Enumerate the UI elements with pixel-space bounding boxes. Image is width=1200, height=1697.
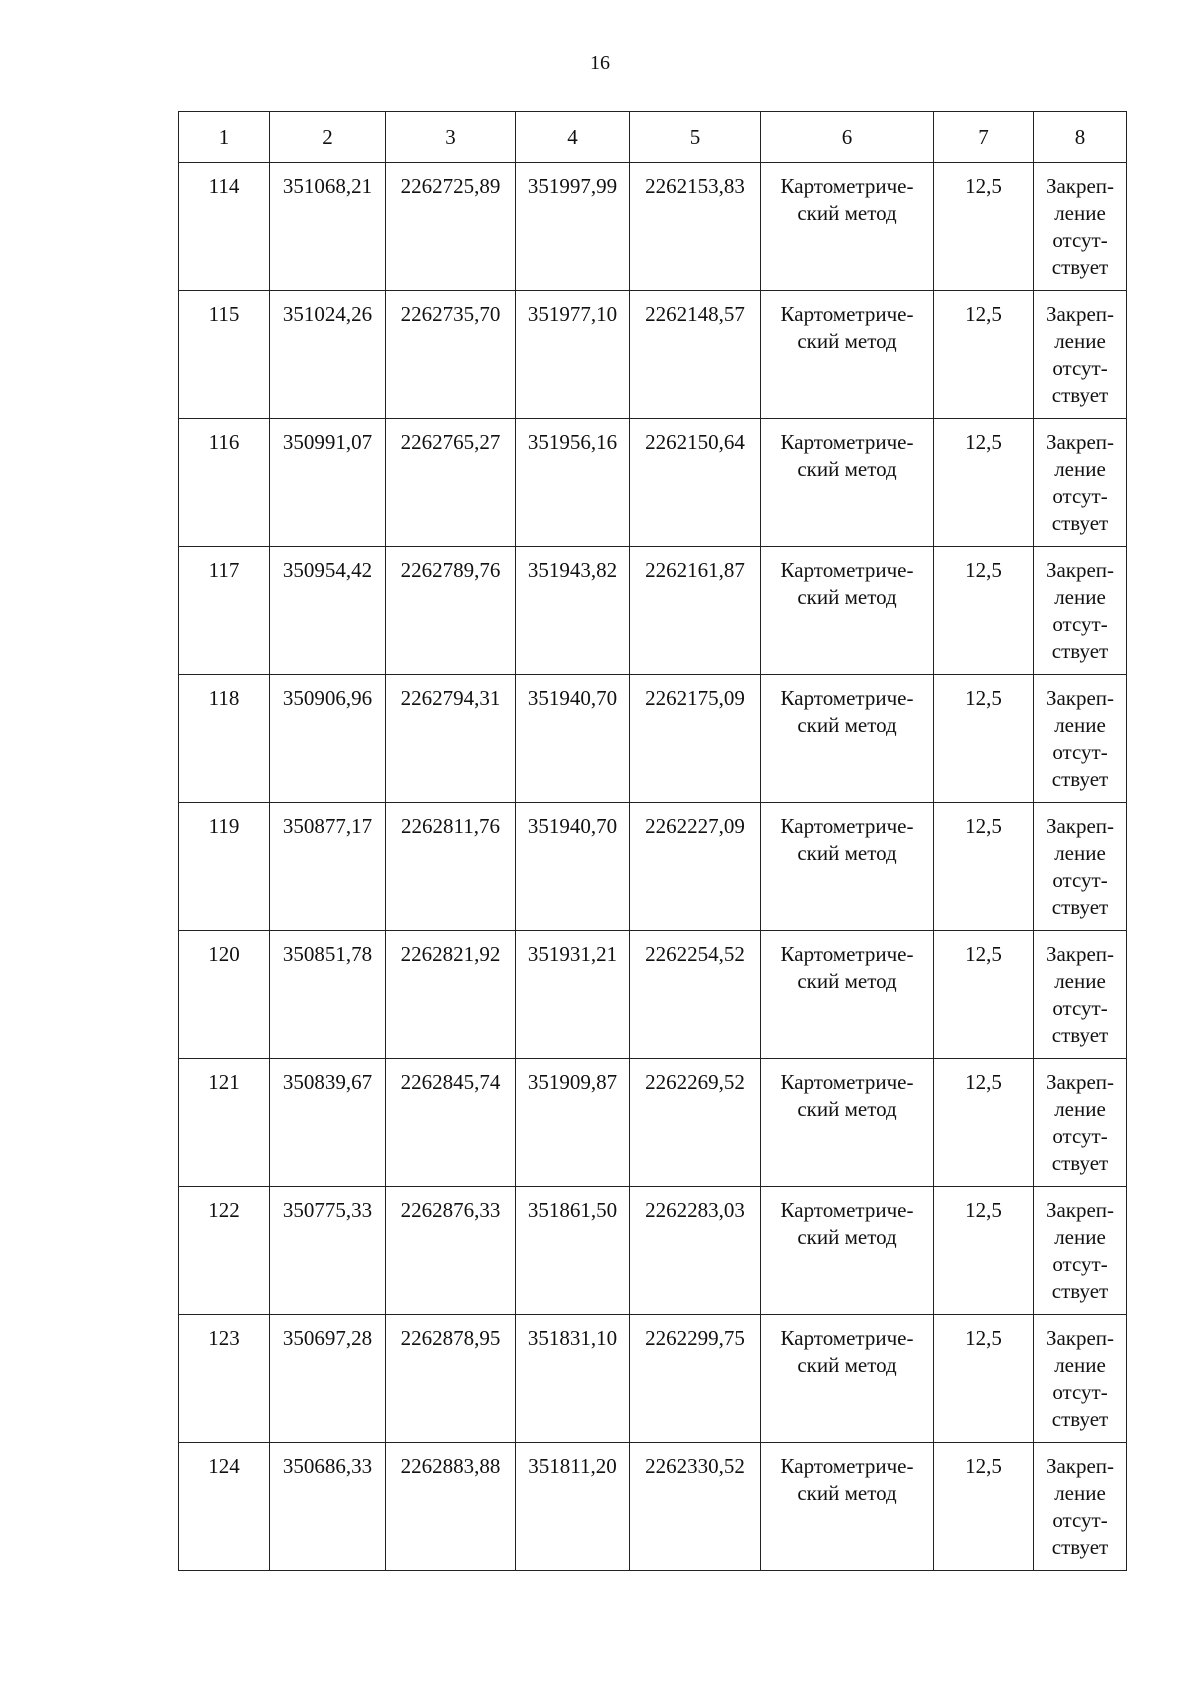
fixation-cell-text: ствует (1051, 1407, 1109, 1431)
fixation-cell-text: ление (1054, 1353, 1106, 1377)
fixation-cell-text: отсут- (1052, 612, 1108, 636)
fixation-cell-text: Закреп- (1045, 430, 1115, 454)
fixation-cell (1034, 1443, 1127, 1571)
method-cell-text: ский метод (797, 1097, 897, 1121)
fixation-cell-text: Закреп- (1045, 686, 1115, 710)
y-end-cell-text: 2262161,87 (645, 558, 745, 582)
y-start-cell-text: 2262821,92 (400, 942, 501, 966)
method-cell-text: ский метод (797, 713, 897, 737)
fixation-cell-text: ствует (1051, 1151, 1109, 1175)
point-number-cell-text: 124 (208, 1454, 240, 1478)
fixation-cell-text: отсут- (1052, 1124, 1108, 1148)
fixation-cell-text: ствует (1051, 1279, 1109, 1303)
method-cell-text: ский метод (797, 1481, 897, 1505)
column-header: 2 (270, 112, 386, 163)
x-start-cell-text: 351068,21 (282, 174, 373, 198)
fixation-cell (1034, 931, 1127, 1059)
point-number-cell-text: 121 (208, 1070, 240, 1094)
y-start-cell-text: 2262811,76 (401, 814, 500, 838)
y-start-cell (386, 1187, 516, 1315)
method-cell (761, 931, 934, 1059)
point-number-cell-text: 119 (208, 814, 240, 838)
table-row (179, 1315, 1127, 1443)
accuracy-cell (934, 1059, 1034, 1187)
x-end-cell (516, 419, 630, 547)
accuracy-cell-text: 12,5 (965, 430, 1002, 454)
method-cell-text: ский метод (797, 329, 897, 353)
x-end-cell (516, 1443, 630, 1571)
fixation-cell-text: отсут- (1052, 1508, 1108, 1532)
y-end-cell-text: 2262148,57 (645, 302, 745, 326)
fixation-cell-text: ление (1054, 841, 1106, 865)
accuracy-cell (934, 1187, 1034, 1315)
point-number-cell (179, 1059, 270, 1187)
method-cell (761, 803, 934, 931)
method-cell (761, 291, 934, 419)
x-start-cell-text: 350906,96 (282, 686, 373, 710)
column-header: 1 (179, 112, 270, 163)
x-start-cell-text: 350877,17 (282, 814, 373, 838)
fixation-cell-text: ствует (1051, 383, 1109, 407)
y-start-cell (386, 931, 516, 1059)
table-row (179, 291, 1127, 419)
point-number-cell-text: 115 (208, 302, 240, 326)
fixation-cell-text: ствует (1051, 1535, 1109, 1559)
y-start-cell-text: 2262735,70 (400, 302, 501, 326)
column-header: 8 (1034, 112, 1127, 163)
x-end-cell-text: 351861,50 (527, 1198, 618, 1222)
x-end-cell (516, 1059, 630, 1187)
method-cell (761, 1059, 934, 1187)
x-end-cell (516, 803, 630, 931)
point-number-cell (179, 419, 270, 547)
x-end-cell-text: 351931,21 (527, 942, 618, 966)
y-end-cell-text: 2262150,64 (645, 430, 745, 454)
table-row (179, 163, 1127, 291)
accuracy-cell (934, 547, 1034, 675)
method-cell-text: Картометриче- (780, 1070, 914, 1094)
fixation-cell-text: ствует (1051, 767, 1109, 791)
x-start-cell-text: 350851,78 (282, 942, 373, 966)
fixation-cell-text: Закреп- (1045, 174, 1115, 198)
table-row (179, 675, 1127, 803)
table-row (179, 931, 1127, 1059)
y-end-cell-text: 2262299,75 (645, 1326, 745, 1350)
point-number-cell (179, 163, 270, 291)
fixation-cell-text: ление (1054, 1481, 1106, 1505)
x-end-cell (516, 547, 630, 675)
method-cell-text: Картометриче- (780, 174, 914, 198)
y-start-cell (386, 803, 516, 931)
fixation-cell (1034, 547, 1127, 675)
x-start-cell-text: 350697,28 (282, 1326, 373, 1350)
y-start-cell (386, 675, 516, 803)
y-end-cell-text: 2262330,52 (645, 1454, 745, 1478)
point-number-cell-text: 123 (208, 1326, 240, 1350)
y-start-cell (386, 419, 516, 547)
method-cell-text: ский метод (797, 1225, 897, 1249)
method-cell-text: Картометриче- (780, 430, 914, 454)
x-end-cell-text: 351940,70 (527, 814, 618, 838)
fixation-cell-text: ление (1054, 329, 1106, 353)
column-header: 4 (516, 112, 630, 163)
fixation-cell-text: Закреп- (1045, 1070, 1115, 1094)
y-start-cell-text: 2262725,89 (400, 174, 501, 198)
y-start-cell-text: 2262794,31 (400, 686, 501, 710)
fixation-cell-text: Закреп- (1045, 942, 1115, 966)
x-start-cell-text: 350686,33 (282, 1454, 373, 1478)
fixation-cell-text: Закреп- (1045, 814, 1115, 838)
x-end-cell (516, 1187, 630, 1315)
accuracy-cell-text: 12,5 (965, 942, 1002, 966)
accuracy-cell-text: 12,5 (965, 302, 1002, 326)
table-row (179, 803, 1127, 931)
y-start-cell-text: 2262789,76 (400, 558, 501, 582)
y-start-cell (386, 547, 516, 675)
table-header-row (179, 112, 1127, 163)
y-end-cell (630, 803, 761, 931)
method-cell (761, 1315, 934, 1443)
x-start-cell-text: 350775,33 (282, 1198, 373, 1222)
x-end-cell-text: 351811,20 (528, 1454, 617, 1478)
fixation-cell-text: Закреп- (1045, 558, 1115, 582)
column-header: 7 (934, 112, 1034, 163)
y-end-cell (630, 291, 761, 419)
y-end-cell-text: 2262269,52 (645, 1070, 745, 1094)
point-number-cell-text: 118 (208, 686, 240, 710)
point-number-cell-text: 122 (208, 1198, 240, 1222)
x-start-cell-text: 350839,67 (282, 1070, 373, 1094)
fixation-cell-text: отсут- (1052, 996, 1108, 1020)
fixation-cell (1034, 675, 1127, 803)
method-cell-text: Картометриче- (780, 1326, 914, 1350)
accuracy-cell-text: 12,5 (965, 174, 1002, 198)
column-header: 6 (761, 112, 934, 163)
y-end-cell (630, 1315, 761, 1443)
fixation-cell (1034, 1315, 1127, 1443)
method-cell-text: Картометриче- (780, 686, 914, 710)
fixation-cell-text: ствует (1051, 511, 1109, 535)
fixation-cell-text: отсут- (1052, 740, 1108, 764)
fixation-cell-text: ствует (1051, 255, 1109, 279)
point-number-cell-text: 117 (208, 558, 240, 582)
accuracy-cell-text: 12,5 (965, 1326, 1002, 1350)
y-start-cell (386, 1315, 516, 1443)
fixation-cell (1034, 163, 1127, 291)
table-body (179, 163, 1127, 1571)
point-number-cell-text: 114 (208, 174, 240, 198)
x-start-cell (270, 803, 386, 931)
method-cell-text: Картометриче- (780, 1198, 914, 1222)
method-cell-text: Картометриче- (780, 302, 914, 326)
accuracy-cell-text: 12,5 (965, 686, 1002, 710)
point-number-cell-text: 116 (208, 430, 240, 454)
y-start-cell-text: 2262765,27 (400, 430, 501, 454)
y-start-cell-text: 2262845,74 (400, 1070, 501, 1094)
point-number-cell-text: 120 (208, 942, 240, 966)
y-end-cell-text: 2262254,52 (645, 942, 745, 966)
fixation-cell-text: отсут- (1052, 484, 1108, 508)
accuracy-cell (934, 1315, 1034, 1443)
x-start-cell (270, 163, 386, 291)
method-cell-text: ский метод (797, 969, 897, 993)
point-number-cell (179, 547, 270, 675)
method-cell-text: Картометриче- (780, 814, 914, 838)
method-cell-text: Картометриче- (780, 942, 914, 966)
y-end-cell (630, 163, 761, 291)
method-cell-text: ский метод (797, 201, 897, 225)
y-start-cell (386, 1443, 516, 1571)
fixation-cell-text: ствует (1051, 895, 1109, 919)
table-row (179, 1187, 1127, 1315)
accuracy-cell-text: 12,5 (965, 558, 1002, 582)
y-start-cell-text: 2262878,95 (400, 1326, 501, 1350)
accuracy-cell-text: 12,5 (965, 1198, 1002, 1222)
x-start-cell (270, 1187, 386, 1315)
x-end-cell (516, 931, 630, 1059)
x-start-cell (270, 1443, 386, 1571)
fixation-cell (1034, 1187, 1127, 1315)
x-end-cell (516, 675, 630, 803)
fixation-cell-text: ление (1054, 585, 1106, 609)
y-start-cell-text: 2262883,88 (400, 1454, 501, 1478)
fixation-cell-text: Закреп- (1045, 1198, 1115, 1222)
point-number-cell (179, 1315, 270, 1443)
fixation-cell-text: отсут- (1052, 1252, 1108, 1276)
table-row (179, 1059, 1127, 1187)
x-end-cell-text: 351831,10 (527, 1326, 618, 1350)
fixation-cell (1034, 1059, 1127, 1187)
x-end-cell-text: 351997,99 (527, 174, 618, 198)
method-cell (761, 547, 934, 675)
method-cell (761, 1443, 934, 1571)
fixation-cell (1034, 419, 1127, 547)
point-number-cell (179, 803, 270, 931)
y-end-cell (630, 1187, 761, 1315)
accuracy-cell-text: 12,5 (965, 1454, 1002, 1478)
x-start-cell (270, 931, 386, 1059)
x-start-cell (270, 1315, 386, 1443)
point-number-cell (179, 1443, 270, 1571)
x-start-cell (270, 547, 386, 675)
y-end-cell (630, 1059, 761, 1187)
x-end-cell-text: 351956,16 (527, 430, 618, 454)
method-cell-text: ский метод (797, 585, 897, 609)
accuracy-cell (934, 419, 1034, 547)
column-header: 3 (386, 112, 516, 163)
accuracy-cell (934, 931, 1034, 1059)
x-end-cell (516, 291, 630, 419)
accuracy-cell (934, 803, 1034, 931)
fixation-cell-text: отсут- (1052, 1380, 1108, 1404)
x-end-cell-text: 351977,10 (527, 302, 618, 326)
x-start-cell-text: 351024,26 (282, 302, 373, 326)
fixation-cell-text: отсут- (1052, 228, 1108, 252)
fixation-cell-text: отсут- (1052, 868, 1108, 892)
y-end-cell (630, 547, 761, 675)
fixation-cell-text: ление (1054, 1097, 1106, 1121)
x-end-cell-text: 351943,82 (527, 558, 618, 582)
y-end-cell-text: 2262283,03 (645, 1198, 745, 1222)
table-row (179, 419, 1127, 547)
table-row (179, 547, 1127, 675)
fixation-cell-text: ствует (1051, 639, 1109, 663)
accuracy-cell (934, 163, 1034, 291)
accuracy-cell-text: 12,5 (965, 1070, 1002, 1094)
y-start-cell-text: 2262876,33 (400, 1198, 501, 1222)
fixation-cell-text: ление (1054, 457, 1106, 481)
accuracy-cell (934, 291, 1034, 419)
method-cell-text: Картометриче- (780, 1454, 914, 1478)
y-end-cell (630, 419, 761, 547)
x-start-cell (270, 1059, 386, 1187)
x-end-cell (516, 1315, 630, 1443)
fixation-cell-text: отсут- (1052, 356, 1108, 380)
page-number: 16 (590, 52, 610, 74)
fixation-cell-text: ление (1054, 969, 1106, 993)
method-cell-text: ский метод (797, 841, 897, 865)
method-cell-text: ский метод (797, 1353, 897, 1377)
point-number-cell (179, 931, 270, 1059)
coordinates-table (178, 111, 1127, 1571)
y-end-cell (630, 931, 761, 1059)
point-number-cell (179, 675, 270, 803)
y-end-cell-text: 2262153,83 (645, 174, 745, 198)
method-cell (761, 163, 934, 291)
fixation-cell-text: ление (1054, 713, 1106, 737)
method-cell (761, 419, 934, 547)
x-end-cell-text: 351940,70 (527, 686, 618, 710)
fixation-cell-text: Закреп- (1045, 1326, 1115, 1350)
fixation-cell-text: ствует (1051, 1023, 1109, 1047)
method-cell (761, 1187, 934, 1315)
method-cell-text: Картометриче- (780, 558, 914, 582)
fixation-cell-text: ление (1054, 201, 1106, 225)
fixation-cell (1034, 803, 1127, 931)
accuracy-cell (934, 675, 1034, 803)
y-start-cell (386, 291, 516, 419)
fixation-cell-text: ление (1054, 1225, 1106, 1249)
point-number-cell (179, 291, 270, 419)
accuracy-cell-text: 12,5 (965, 814, 1002, 838)
y-start-cell (386, 163, 516, 291)
x-end-cell-text: 351909,87 (527, 1070, 618, 1094)
accuracy-cell (934, 1443, 1034, 1571)
fixation-cell-text: Закреп- (1045, 1454, 1115, 1478)
y-start-cell (386, 1059, 516, 1187)
x-end-cell (516, 163, 630, 291)
x-start-cell (270, 291, 386, 419)
method-cell-text: ский метод (797, 457, 897, 481)
x-start-cell (270, 675, 386, 803)
y-end-cell (630, 675, 761, 803)
method-cell (761, 675, 934, 803)
y-end-cell-text: 2262227,09 (645, 814, 745, 838)
x-start-cell-text: 350991,07 (282, 430, 373, 454)
point-number-cell (179, 1187, 270, 1315)
table-row (179, 1443, 1127, 1571)
y-end-cell (630, 1443, 761, 1571)
x-start-cell-text: 350954,42 (282, 558, 373, 582)
column-header: 5 (630, 112, 761, 163)
fixation-cell (1034, 291, 1127, 419)
y-end-cell-text: 2262175,09 (645, 686, 745, 710)
fixation-cell-text: Закреп- (1045, 302, 1115, 326)
x-start-cell (270, 419, 386, 547)
